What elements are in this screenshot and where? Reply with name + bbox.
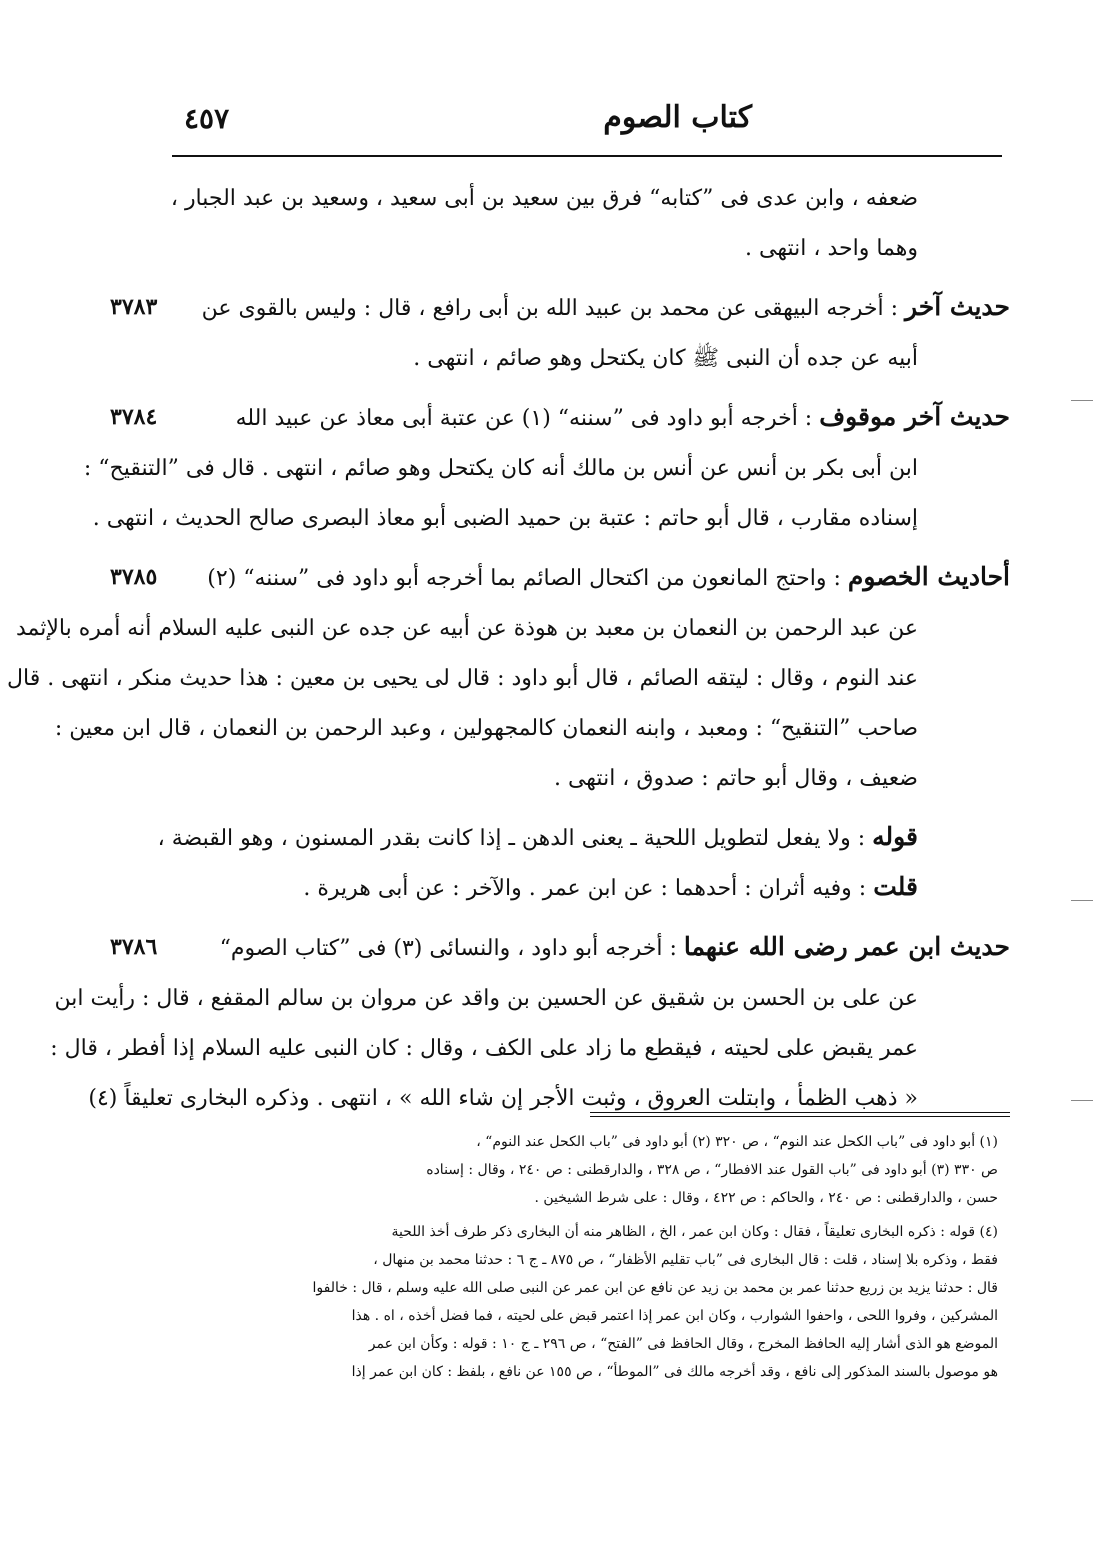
line-text: : ولا يفعل لتطويل اللحية ـ يعنى الدهن ـ إذا كانت بقدر المسنون ، وهو القبضة ، xyxy=(157,826,873,851)
footnote-line: هو موصول بالسند المذكور إلى نافع ، وقد أخرجه مالك فى ”الموطأ“ ، ص ١٥٥ عن نافع ، بلفظ : كان ابن عمر إذا xyxy=(351,1364,998,1380)
line-heading: حديث ابن عمر رضى الله عنهما xyxy=(683,932,1010,961)
text-line xyxy=(110,222,1010,272)
text-line xyxy=(110,812,1010,862)
page-header xyxy=(172,96,1002,154)
footnote-line: المشركين ، وفروا اللحى ، واحفوا الشوارب ، وكان ابن عمر إذا اعتمر قبض على لحيته ، فما فضل أخذه ، اه . هذا xyxy=(351,1308,998,1324)
footnote-line: فقط ، وذكره بلا إسناد ، قلت : قال البخارى فى ”باب تقليم الأظفار“ ، ص ٨٧٥ ـ ج ٦ : حدثنا محمد بن منهال ، xyxy=(373,1252,998,1268)
line-text: صاحب ”التنقيح“ : ومعبد ، وابنه النعمان كالمجهولين ، وعبد الرحمن بن النعمان ، قال ابن معين : xyxy=(54,716,918,741)
footnote-line: الموضع هو الذى أشار إليه الحافظ المخرج ، وقال الحافظ فى ”الفتح“ ، ص ٢٩٦ ـ ج ١٠ : قوله : وكأن ابن عمر xyxy=(368,1336,998,1352)
hadith-number: ٣٧٨٤ xyxy=(110,404,158,430)
line-heading: قوله xyxy=(872,822,918,851)
footnote-line: حسن ، والدارقطنى : ص ٢٤٠ ، والحاكم : ص ٤٢٢ ، وقال : على شرط الشيخين . xyxy=(534,1190,998,1206)
line-text: ابن أبى بكر بن أنس عن أنس بن مالك أنه كان يكتحل وهو صائم ، انتهى . قال فى ”التنقيح“ : xyxy=(83,456,918,481)
line-text: إسناده مقارب ، قال أبو حاتم : عتبة بن حميد الضبى أبو معاذ البصرى صالح الحديث ، انتهى . xyxy=(92,506,918,531)
text-line xyxy=(50,1022,1010,1072)
page-number: ٤٥٧ xyxy=(184,102,230,135)
line-text: عمر يقبض على لحيته ، فيقطع ما زاد على الكف ، وقال : كان النبى عليه السلام إذا أفطر ، قال : xyxy=(50,1036,918,1061)
line-heading: حديث آخر موقوف xyxy=(819,402,1010,431)
hadith-number: ٣٧٨٦ xyxy=(110,934,158,960)
text-line xyxy=(92,492,1010,542)
text-line xyxy=(7,652,1010,702)
line-text: : أخرجه البيهقى عن محمد بن عبيد الله بن أبى رافع ، قال : وليس بالقوى عن xyxy=(201,296,906,321)
hadith-line xyxy=(110,922,1010,972)
margin-mark xyxy=(1071,1100,1093,1101)
footnote-line: (١) أبو داود فى ”باب الكحل عند النوم“ ، ص ٣٢٠ (٢) أبو داود فى ”باب الكحل عند النوم“ ، xyxy=(476,1134,998,1150)
text-line xyxy=(83,442,1010,492)
text-line xyxy=(54,702,1010,752)
hadith-line xyxy=(110,282,1010,332)
hadith-line xyxy=(110,552,1010,602)
line-heading: قلت xyxy=(873,872,918,901)
line-heading: حديث آخر xyxy=(905,292,1010,321)
line-text: عن عبد الرحمن بن النعمان بن معبد بن هوذة عن أبيه عن جده عن النبى عليه السلام أنه أمره بالإثمد xyxy=(16,616,918,641)
line-text: وهما واحد ، انتهى . xyxy=(745,236,918,261)
margin-mark xyxy=(1071,900,1093,901)
main-text xyxy=(7,172,1010,1122)
text-line xyxy=(110,332,1010,382)
text-line xyxy=(16,602,1010,652)
text-line xyxy=(110,862,1010,912)
text-line xyxy=(110,752,1010,802)
line-text: عند النوم ، وقال : ليتقه الصائم ، قال أبو داود : قال لى يحيى بن معين : هذا حديث منكر ، انتهى . قال xyxy=(7,666,918,691)
footnote-line: قال : حدثنا يزيد بن زريع حدثنا عمر بن محمد بن زيد عن نافع عن ابن عمر عن النبى صلى الله عليه وسلم ، قال : خالفوا xyxy=(312,1280,998,1296)
text-line xyxy=(54,972,1010,1022)
footnote-line: ص ٣٣٠ (٣) أبو داود فى ”باب القول عند الافطار“ ، ص ٣٢٨ ، والدارقطنى : ص ٢٤٠ ، وقال : إسناده xyxy=(426,1162,998,1178)
footnote-line: (٤) قوله : ذكره البخارى تعليقاً ، فقال : وكان ابن عمر ، الخ ، الظاهر منه أن البخارى ذكر طرف أخذ اللحية xyxy=(391,1224,998,1240)
margin-mark xyxy=(1071,400,1093,401)
line-text: : واحتج المانعون من اكتحال الصائم بما أخرجه أبو داود فى ”سننه“ (٢) xyxy=(207,566,848,591)
line-text: « ذهب الظمأ ، وابتلت العروق ، وثبت الأجر إن شاء الله » ، انتهى . وذكره البخارى تعليقاً (٤) xyxy=(88,1086,918,1111)
hadith-line xyxy=(110,392,1010,442)
footnotes xyxy=(172,1128,1002,1386)
line-text: أبيه عن جده أن النبى ﷺ كان يكتحل وهو صائم ، انتهى . xyxy=(413,346,918,371)
line-text: ضعفه ، وابن عدى فى ”كتابه“ فرق بين سعيد بن أبى سعيد ، وسعيد بن عبد الجبار ، xyxy=(170,186,918,211)
footnote-rule xyxy=(590,1112,1010,1117)
running-title: كتاب الصوم xyxy=(603,100,752,135)
line-text: : أخرجه أبو داود فى ”سننه“ (١) عن عتبة أبى معاذ عن عبيد الله xyxy=(235,406,820,431)
hadith-number: ٣٧٨٣ xyxy=(110,294,158,320)
line-heading: أحاديث الخصوم xyxy=(847,562,1010,591)
line-text: عن على بن الحسن بن شقيق عن الحسين بن واقد عن مروان بن سالم المقفع ، قال : رأيت ابن xyxy=(54,986,918,1011)
header-rule xyxy=(172,155,1002,157)
hadith-number: ٣٧٨٥ xyxy=(110,564,158,590)
line-text: ضعيف ، وقال أبو حاتم : صدوق ، انتهى . xyxy=(553,766,918,791)
line-text: : وفيه أثران : أحدهما : عن ابن عمر . والآخر : عن أبى هريرة . xyxy=(303,876,874,901)
line-text: : أخرجه أبو داود ، والنسائى (٣) فى ”كتاب الصوم“ xyxy=(219,936,684,961)
text-line xyxy=(110,172,1010,222)
